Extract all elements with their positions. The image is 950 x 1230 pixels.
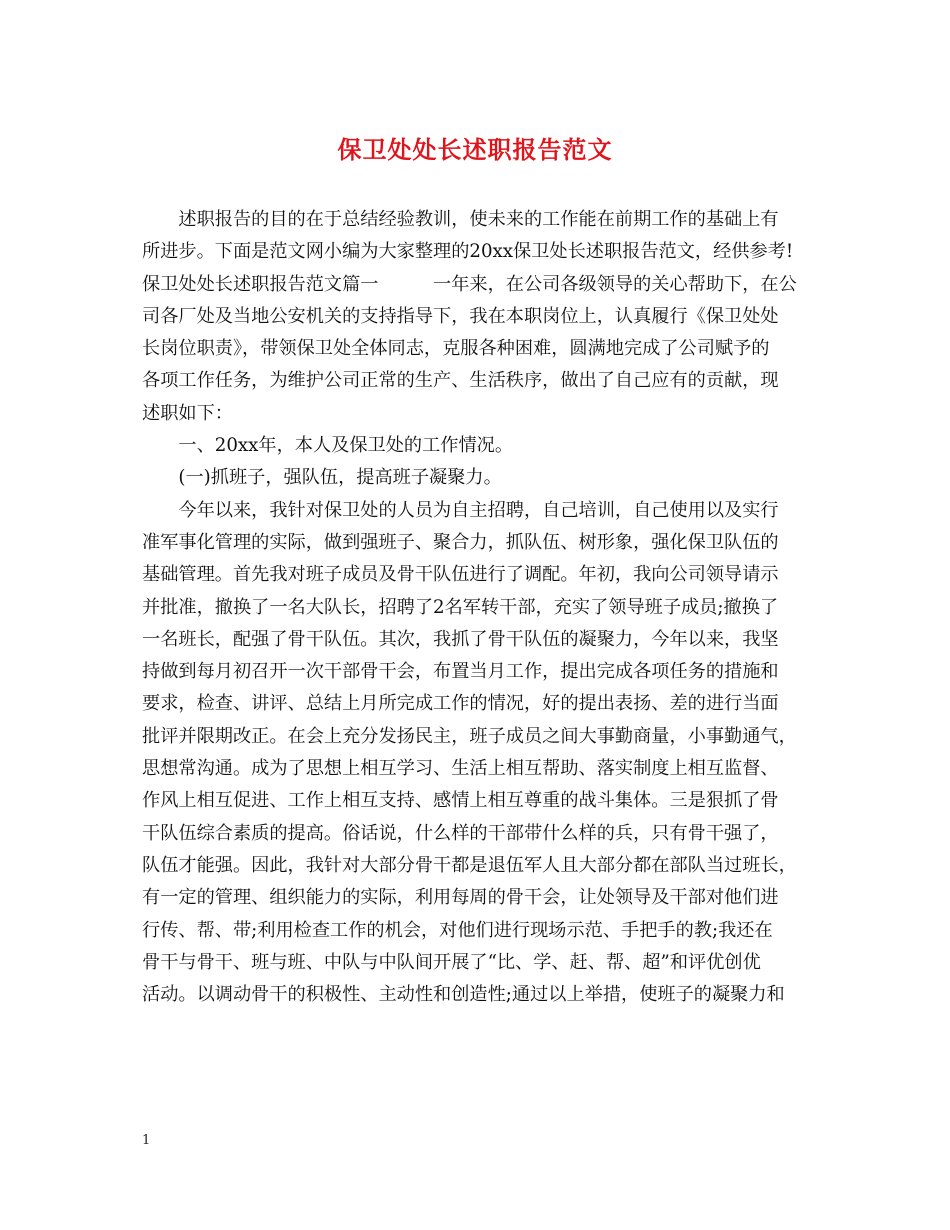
text-line: 骨干与骨干、班与班、中队与中队间开展了“比、学、赶、帮、超”和评优创优 bbox=[142, 951, 761, 973]
text-line: 述职报告的目的在于总结经验教训，使未来的工作能在前期工作的基础上有 bbox=[142, 209, 779, 230]
text-line: 要求，检查、讲评、总结上月所完成工作的情况，好的提出表扬、差的进行当面 bbox=[142, 693, 779, 715]
page-number: 1 bbox=[142, 1133, 151, 1148]
text-line: 各项工作任务，为维护公司正常的生产、生活秩序，做出了自己应有的贡献，现 bbox=[142, 370, 779, 392]
text-line: 活动。以调动骨干的积极性、主动性和创造性;通过以上举措，使班子的凝聚力和 bbox=[142, 984, 785, 1006]
text-line: 有一定的管理、组织能力的实际，利用每周的骨干会，让处领导及干部对他们进 bbox=[142, 887, 779, 909]
text-line: 批评并限期改正。在会上充分发扬民主，班子成员之间大事勤商量，小事勤通气， bbox=[142, 725, 797, 747]
text-line: 司各厂处及当地公安机关的支持指导下，我在本职岗位上，认真履行《保卫处处 bbox=[142, 305, 779, 327]
text-line: 准军事化管理的实际，做到强班子、聚合力，抓队伍、树形象，强化保卫队伍的 bbox=[142, 531, 779, 553]
text-line: 所进步。下面是范文网小编为大家整理的20xx保卫处长述职报告范文，经供参考! bbox=[142, 241, 794, 263]
text-line: 干队伍综合素质的提高。俗话说，什么样的干部带什么样的兵，只有骨干强了， bbox=[142, 822, 779, 844]
document-body bbox=[142, 204, 810, 1011]
text-line: (一)抓班子，强队伍，提高班子凝聚力。 bbox=[142, 467, 502, 489]
text-line: 一、20xx年，本人及保卫处的工作情况。 bbox=[142, 435, 514, 457]
text-line: 持做到每月初召开一次干部骨干会，布置当月工作，提出完成各项任务的措施和 bbox=[142, 661, 779, 683]
text-line: 述职如下： bbox=[142, 402, 233, 424]
text-line: 队伍才能强。因此，我针对大部分骨干都是退伍军人且大部分都在部队当过班长， bbox=[142, 854, 797, 876]
text-line: 一名班长，配强了骨干队伍。其次，我抓了骨干队伍的凝聚力，今年以来，我坚 bbox=[142, 628, 779, 650]
text-line: 并批准，撤换了一名大队长，招聘了2名军转干部，充实了领导班子成员;撤换了 bbox=[142, 596, 779, 618]
text-line: 作风上相互促进、工作上相互支持、感情上相互尊重的战斗集体。三是狠抓了骨 bbox=[142, 790, 779, 812]
text-line: 行传、帮、带;利用检查工作的机会，对他们进行现场示范、手把手的教;我还在 bbox=[142, 919, 773, 941]
text-line: 今年以来，我针对保卫处的人员为自主招聘，自己培训，自己使用以及实行 bbox=[142, 499, 779, 521]
text-line: 长岗位职责》，带领保卫处全体同志，克服各种困难，圆满地完成了公司赋予的 bbox=[142, 338, 770, 360]
text-line: 基础管理。首先我对班子成员及骨干队伍进行了调配。年初，我向公司领导请示 bbox=[142, 564, 779, 586]
document-title: 保卫处处长述职报告范文 bbox=[337, 135, 613, 164]
text-line: 思想常沟通。成为了思想上相互学习、生活上相互帮助、落实制度上相互监督、 bbox=[142, 758, 779, 780]
text-line: 保卫处处长述职报告范文篇一 一年来，在公司各级领导的关心帮助下，在公 bbox=[142, 273, 797, 295]
